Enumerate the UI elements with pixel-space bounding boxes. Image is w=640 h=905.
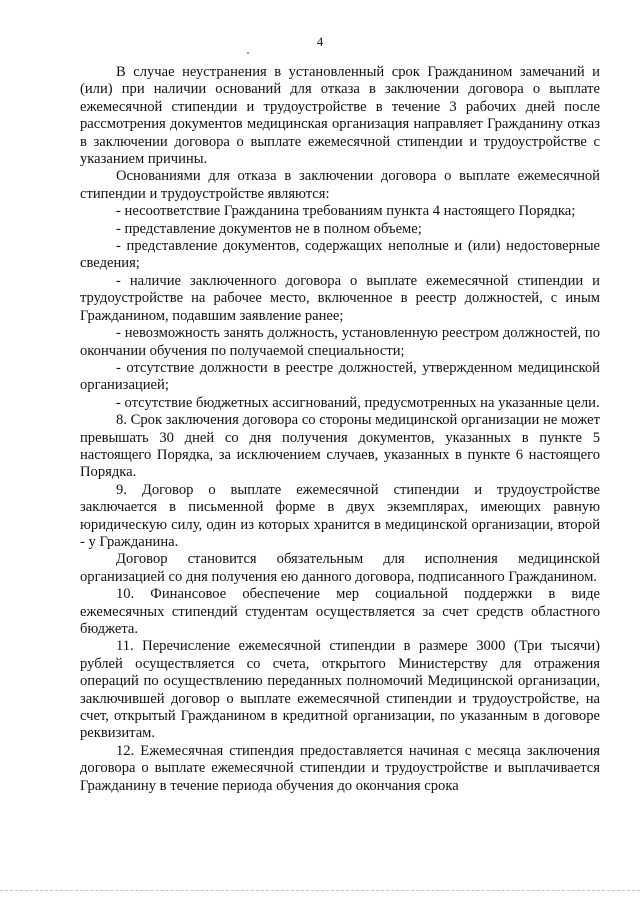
- page-number: 4: [316, 34, 324, 49]
- clause-9: 9. Договор о выплате ежемесячной стипендии и трудоустройстве заключается в письменной форме в двух экземплярах, имеющих равную юридическую силу, один из которых хранится в медицинской организации, второй - у Гражданина.: [80, 481, 600, 550]
- list-item-no-budget: - отсутствие бюджетных ассигнований, предусмотренных на указанные цели.: [116, 394, 600, 411]
- list-item-existing-contract: - наличие заключенного договора о выплате ежемесячной стипендии и трудоустройстве на рабочее место, включенное в реестр должностей, с иным Гражданином, подавшим заявление ранее;: [80, 272, 600, 324]
- scan-speck: [247, 52, 249, 54]
- clause-12: 12. Ежемесячная стипендия предоставляется начиная с месяца заключения договора о выплате ежемесячной стипендии и трудоустройстве и выплачивается Гражданину в течение периода обучения до окончания срока: [80, 742, 600, 794]
- paragraph-refusal-notice: В случае неустранения в установленный срок Гражданином замечаний и (или) при наличии оснований для отказа в заключении договора о выплате ежемесячной стипендии и трудоустройстве в течение 3 рабочих дней после рассмотрения документов медицинская организация направляет Гражданину отказ в заключении договора о выплате ежемесячной стипендии и трудоустройстве с указанием причины.: [80, 64, 600, 168]
- clause-11: 11. Перечисление ежемесячной стипендии в размере 3000 (Три тысячи) рублей осуществляется со счета, открытого Министерству для отражения операций по осуществлению переданных полномочий Медицинской организации, заключившей договор о выплате ежемесячной стипендии и трудоустройстве, на счет, открытый Гражданином в кредитной организации, по указанным в договоре реквизитам.: [80, 638, 600, 742]
- clause-8: 8. Срок заключения договора со стороны медицинской организации не может превышать 30 дней со дня получения документов, указанных в пункте 5 настоящего Порядка, за исключением случаев, указанных в пункте 6 настоящего Порядка.: [80, 412, 600, 481]
- list-item-incomplete-documents: - представление документов не в полном объеме;: [116, 220, 422, 237]
- list-item-requirements-mismatch: - несоответствие Гражданина требованиям пункта 4 настоящего Порядка;: [116, 203, 576, 220]
- list-item-unreliable-information: - представление документов, содержащих неполные и (или) недостоверные сведения;: [80, 238, 600, 272]
- clause-9-continuation: Договор становится обязательным для исполнения медицинской организацией со дня получения ею данного договора, подписанного Гражданином.: [80, 551, 600, 585]
- list-item-position-impossible: - невозможность занять должность, установленную реестром должностей, по окончании обучения по получаемой специальности;: [80, 325, 600, 359]
- clause-10: 10. Финансовое обеспечение мер социальной поддержки в виде ежемесячных стипендий студентам осуществляется за счет средств областного бюджета.: [80, 586, 600, 637]
- paragraph-refusal-grounds-intro: Основаниями для отказа в заключении договора о выплате ежемесячной стипендии и трудоустройстве являются:: [80, 168, 600, 202]
- list-item-no-position: - отсутствие должности в реестре должностей, утвержденном медицинской организацией;: [80, 359, 600, 394]
- document-body: [80, 64, 600, 795]
- scan-bottom-edge: [0, 890, 640, 892]
